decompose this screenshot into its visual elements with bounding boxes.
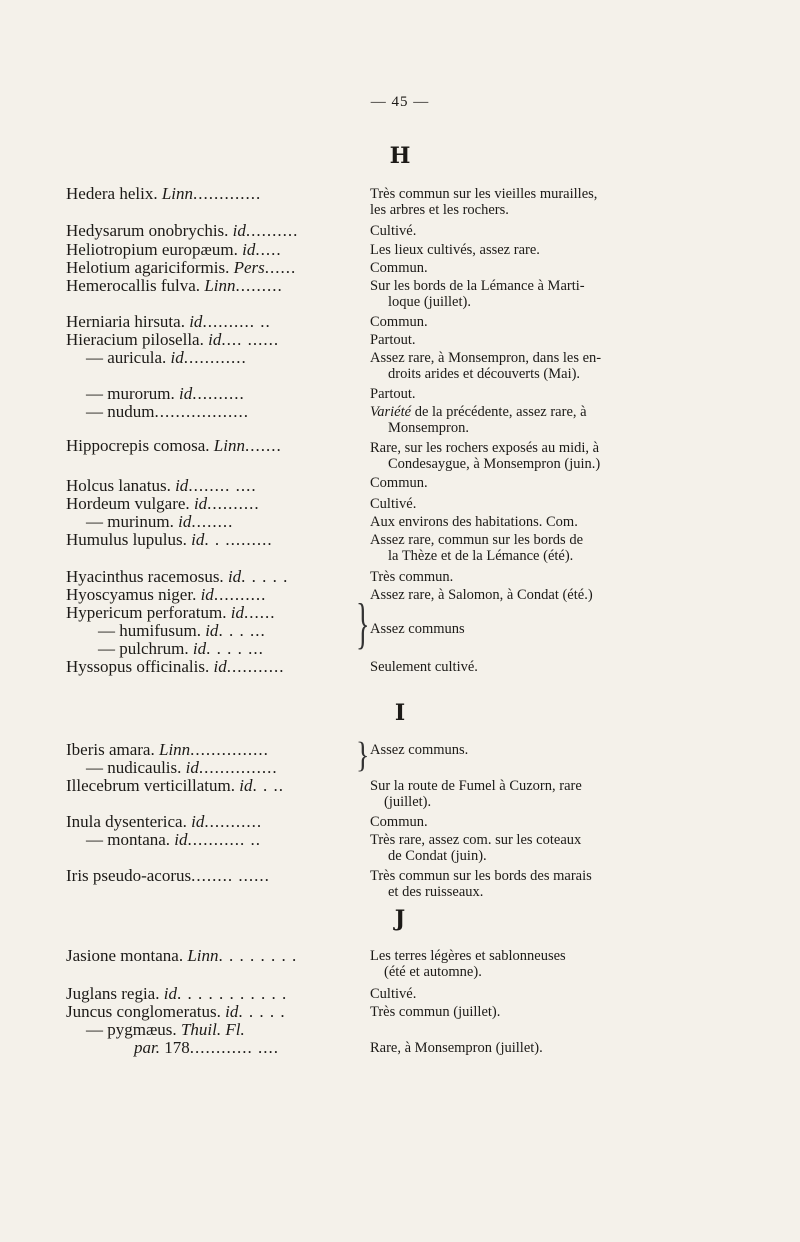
note-heliotropium: Les lieux cultivés, assez rare. — [370, 242, 540, 258]
note-hieracium: Partout. — [370, 332, 416, 348]
note-hippocrepis: Rare, sur les rochers exposés au midi, à Condesaygue, à Monsempron (juin.) — [370, 440, 601, 472]
note-herniaria: Commun. — [370, 314, 428, 330]
note-murinum: Aux environs des habitations. Com. — [370, 514, 578, 530]
entry-pygmaeus-cont: par. 178............ .... — [134, 1038, 279, 1057]
note-humulus: Assez rare, commun sur les bords de la Thèze et de la Lémance (été). — [370, 532, 584, 564]
note-holcus: Commun. — [370, 475, 428, 491]
note-pygmaeus: Rare, à Monsempron (juillet). — [370, 1040, 543, 1056]
note-hyacinthus: Très commun. — [370, 569, 454, 585]
entry-hyacinthus: Hyacinthus racemosus. id. . . . . — [66, 567, 289, 586]
entry-auricula: — auricula. id............ — [86, 348, 247, 367]
note-iberis: Assez communs. — [370, 742, 469, 758]
entry-humulus: Humulus lupulus. id. . ......... — [66, 530, 273, 549]
entry-holcus: Holcus lanatus. id........ .... — [66, 476, 257, 495]
note-iris: Très commun sur les bords des marais et des ruisseaux. — [370, 868, 592, 900]
note-jasione: Les terres légères et sablonneuses (été et automne). — [370, 948, 566, 980]
note-hedysarum: Cultivé. — [370, 223, 417, 239]
page-number: — 45 — — [370, 94, 430, 110]
entry-heliotropium: Heliotropium europæum. id..... — [66, 240, 282, 259]
note-hemerocallis: Sur les bords de la Lémance à Marti- loque (juillet). — [370, 278, 585, 310]
note-nudum: Variété de la précédente, assez rare, à Monsempron. — [370, 404, 587, 436]
entry-juncus: Juncus conglomeratus. id. . . . . — [66, 1002, 286, 1021]
entry-inula: Inula dysenterica. id........... — [66, 812, 263, 831]
entry-hedera: Hedera helix. Linn............. — [66, 184, 262, 203]
entry-pulchrum: — pulchrum. id. . . . ... — [98, 639, 264, 658]
note-juncus: Très commun (juillet). — [370, 1004, 501, 1020]
note-hedera: Très commun sur les vieilles murailles, les arbres et les rochers. — [370, 186, 598, 218]
section-letter-h: H — [389, 143, 411, 169]
brace-iberis: } — [356, 735, 370, 776]
entry-hedysarum: Hedysarum onobrychis. id.......... — [66, 221, 299, 240]
note-hyssopus: Seulement cultivé. — [370, 659, 478, 675]
entry-pygmaeus: — pygmæus. Thuil. Fl. — [86, 1020, 245, 1039]
note-montana: Très rare, assez com. sur les coteaux de Condat (juin). — [370, 832, 582, 864]
entry-hippocrepis: Hippocrepis comosa. Linn....... — [66, 436, 282, 455]
section-letter-j: J — [394, 906, 406, 932]
note-hyoscyamus: Assez rare, à Salomon, à Condat (été.) — [370, 587, 593, 603]
entry-hyssopus: Hyssopus officinalis. id........... — [66, 657, 285, 676]
entry-murorum: — murorum. id.......... — [86, 384, 245, 403]
entry-nudum: — nudum.................. — [86, 402, 249, 421]
note-hypericum: Assez communs — [370, 621, 465, 637]
entry-hemerocallis: Hemerocallis fulva. Linn......... — [66, 276, 283, 295]
entry-herniaria: Herniaria hirsuta. id.......... .. — [66, 312, 271, 331]
entry-hypericum: Hypericum perforatum. id...... — [66, 603, 276, 622]
note-juglans: Cultivé. — [370, 986, 417, 1002]
entry-hyoscyamus: Hyoscyamus niger. id.......... — [66, 585, 267, 604]
section-letter-i: I — [394, 700, 406, 726]
entry-montana: — montana. id........... .. — [86, 830, 262, 849]
note-auricula: Assez rare, à Monsempron, dans les en- droits arides et découverts (Mai). — [370, 350, 602, 382]
note-helotium: Commun. — [370, 260, 428, 276]
note-illecebrum: Sur la route de Fumel à Cuzorn, rare (juillet). — [370, 778, 582, 810]
entry-humifusum: — humifusum. id. . . ... — [98, 621, 266, 640]
entry-hordeum: Hordeum vulgare. id.......... — [66, 494, 260, 513]
note-hordeum: Cultivé. — [370, 496, 417, 512]
entry-illecebrum: Illecebrum verticillatum. id. . .. — [66, 776, 284, 795]
entry-iris: Iris pseudo-acorus........ ...... — [66, 866, 270, 885]
entry-iberis: Iberis amara. Linn............... — [66, 740, 269, 759]
entry-helotium: Helotium agariciformis. Pers...... — [66, 258, 297, 277]
entry-hieracium: Hieracium pilosella. id.... ...... — [66, 330, 280, 349]
entry-jasione: Jasione montana. Linn. . . . . . . . — [66, 946, 298, 965]
note-murorum: Partout. — [370, 386, 416, 402]
entry-juglans: Juglans regia. id. . . . . . . . . . . — [66, 984, 288, 1003]
entry-nudicaulis: — nudicaulis. id............... — [86, 758, 278, 777]
entry-murinum: — murinum. id........ — [86, 512, 234, 531]
brace-hypericum: } — [356, 594, 370, 656]
note-inula: Commun. — [370, 814, 428, 830]
